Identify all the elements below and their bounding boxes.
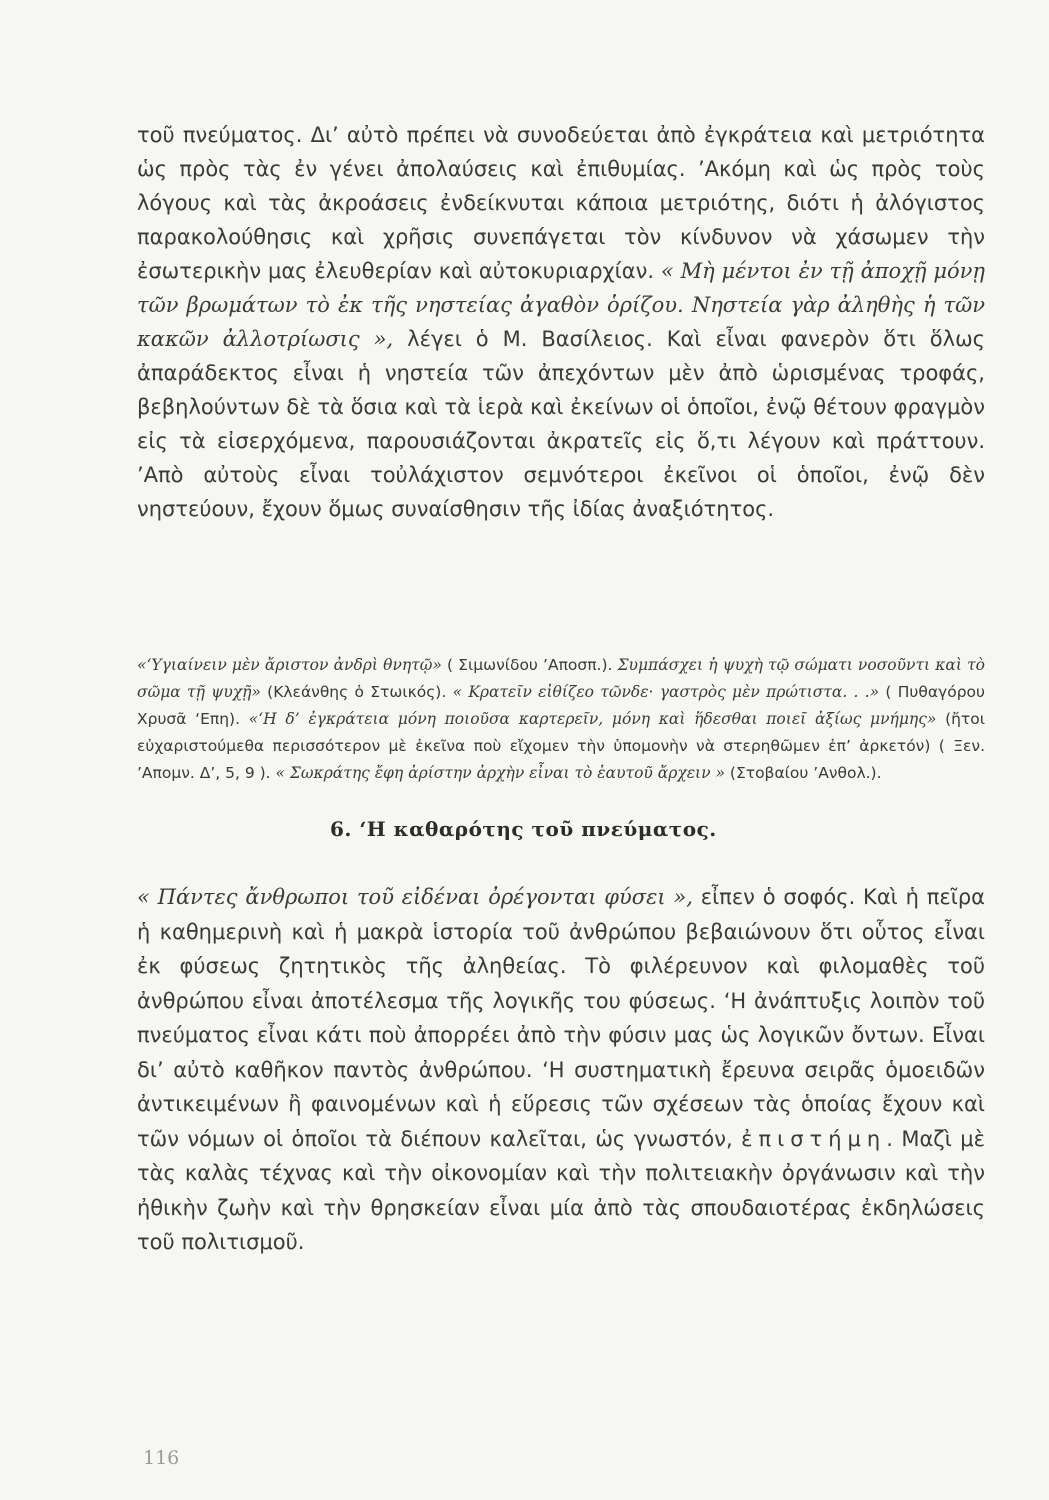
- section-heading: 6. ‘Η καθαρότης τοῦ πνεύματος.: [330, 817, 717, 841]
- paragraph-text: λέγει ὁ Μ. Βασίλειος. Καὶ εἶναι φανερὸν ὅτι ὅλως ἀπαράδεκτος εἶναι ἡ νηστεία τῶν ἀπεχόντων μὲν ἀπὸ ὡρισμένας τροφάς, βεβηλούντων δὲ τὰ ὅσια καὶ τὰ ἱερὰ καὶ ἐκείνων οἱ ὁποῖοι, ἐνῷ θέτουν φραγμὸν εἰς τὰ εἰσερχόμενα, παρουσιάζονται ἀκρατεῖς εἰς ὅ,τι λέγουν καὶ πράττουν. ’Απὸ αὐτοὺς εἶναι τοὐλάχιστον σεμνότεροι ἐκεῖνοι οἱ ὁποῖοι, ἐνῷ δὲν νηστεύουν, ἔχουν ὅμως συναίσθησιν τῆς ἰδίας ἀναξιότητος.: [137, 327, 985, 521]
- quote-xenophon: «‘Η δ’ ἐγκράτεια μόνη ποιοῦσα καρτερεῖν, μόνη καὶ ἥδεσθαι ποιεῖ ἀξίως μνήμης»: [248, 710, 937, 728]
- paragraph-fasting: [137, 118, 985, 526]
- source-xenophon: (ἤτοι εὐχαριστούμεθα περισσότερον μὲ ἐκεῖνα ποὺ εἴχομεν τὴν ὑπομονὴν νὰ στερηθῶμεν ἐπ’ ἀρκετόν) ( Ξεν. ’Απομν. Δ’, 5, 9 ).: [137, 710, 985, 782]
- page-number: 116: [143, 1447, 180, 1469]
- source-pythagoras: ( Πυθαγόρου Χρυσᾶ ‘Επη).: [137, 683, 985, 728]
- source-cleanthes: (Κλεάνθης ὁ Στωικός).: [260, 683, 453, 701]
- quote-simonides: «‘Υγιαίνειν μὲν ἄριστον ἀνδρὶ θνητῷ»: [137, 656, 442, 674]
- source-stobaeus: (Στοβαίου ’Ανθολ.).: [724, 764, 882, 782]
- source-simonides: ( Σιμωνίδου ’Αποσπ.).: [441, 656, 618, 674]
- quote-pythagoras: « Κρατεῖν εἰθίζεο τῶνδε· γαστρὸς μὲν πρώτιστα. . .»: [452, 683, 880, 701]
- quote-cleanthes: Συμπάσχει ἡ ψυχὴ τῷ σώματι νοσοῦντι καὶ τὸ σῶμα τῇ ψυχῇ»: [137, 656, 985, 701]
- paragraph-text: τοῦ πνεύματος. Δι’ αὐτὸ πρέπει νὰ συνοδεύεται ἀπὸ ἐγκράτεια καὶ μετριότητα ὡς πρὸς τὰς ἐν γένει ἀπολαύσεις καὶ ἐπιθυμίας. ’Ακόμη καὶ ὡς πρὸς τοὺς λόγους καὶ τὰς ἀκροάσεις ἐνδείκνυται κάποια μετριότης, διότι ἡ ἀλόγιστος παρακολούθησις καὶ χρῆσις συνεπάγεται τὸν κίνδυνον νὰ χάσωμεν τὴν ἐσωτερικὴν μας ἐλευθερίαν καὶ αὐτοκυριαρχίαν.: [137, 123, 985, 283]
- emphasized-word: ἐπιστήμη: [741, 1126, 887, 1151]
- quote-socrates: « Σωκράτης ἔφη ἀρίστην ἀρχὴν εἶναι τὸ ἑαυτοῦ ἄρχειν »: [275, 764, 725, 782]
- aristotle-quote: « Πάντες ἄνθρωποι τοῦ εἰδέναι ὀρέγονται φύσει »,: [137, 885, 693, 909]
- quotations-note: [137, 652, 985, 787]
- paragraph-knowledge: [137, 880, 985, 1260]
- basil-quote: « Μὴ μέντοι ἐν τῇ ἀποχῇ μόνῃ τῶν βρωμάτων τὸ ἐκ τῆς νηστείας ἀγαθὸν ὁρίζου. Νηστεία γὰρ ἀληθὴς ἡ τῶν κακῶν ἀλλοτρίωσις »,: [137, 259, 985, 351]
- paragraph-text: . Μαζὶ μὲ τὰς καλὰς τέχνας καὶ τὴν οἰκονομίαν καὶ τὴν πολιτειακὴν ὀργάνωσιν καὶ τὴν ἠθικὴν ζωὴν καὶ τὴν θρησκείαν εἶναι μία ἀπὸ τὰς σπουδαιοτέρας ἐκδηλώσεις τοῦ πολιτισμοῦ.: [137, 1126, 985, 1254]
- paragraph-text: εἶπεν ὁ σοφός. Καὶ ἡ πεῖρα ἡ καθημερινὴ καὶ ἡ μακρὰ ἱστορία τοῦ ἀνθρώπου βεβαιώνουν ὅτι οὗτος εἶναι ἐκ φύσεως ζητητικὸς τῆς ἀληθείας. Τὸ φιλέρευνον καὶ φιλομαθὲς τοῦ ἀνθρώπου εἶναι ἀποτέλεσμα τῆς λογικῆς του φύσεως. ‘Η ἀνάπτυξις λοιπὸν τοῦ πνεύματος εἶναι κάτι ποὺ ἀπορρέει ἀπὸ τὴν φύσιν μας ὡς λογικῶν ὄντων. Εἶναι δι’ αὐτὸ καθῆκον παντὸς ἀνθρώπου. ‘Η συστηματικὴ ἔρευνα σειρᾶς ὁμοειδῶν ἀντικειμένων ἢ φαινομένων καὶ ἡ εὕρεσις τῶν σχέσεων τὰς ὁποίας ἔχουν καὶ τῶν νόμων οἱ ὁποῖοι τὰ διέπουν καλεῖται, ὡς γνωστόν,: [137, 885, 985, 1151]
